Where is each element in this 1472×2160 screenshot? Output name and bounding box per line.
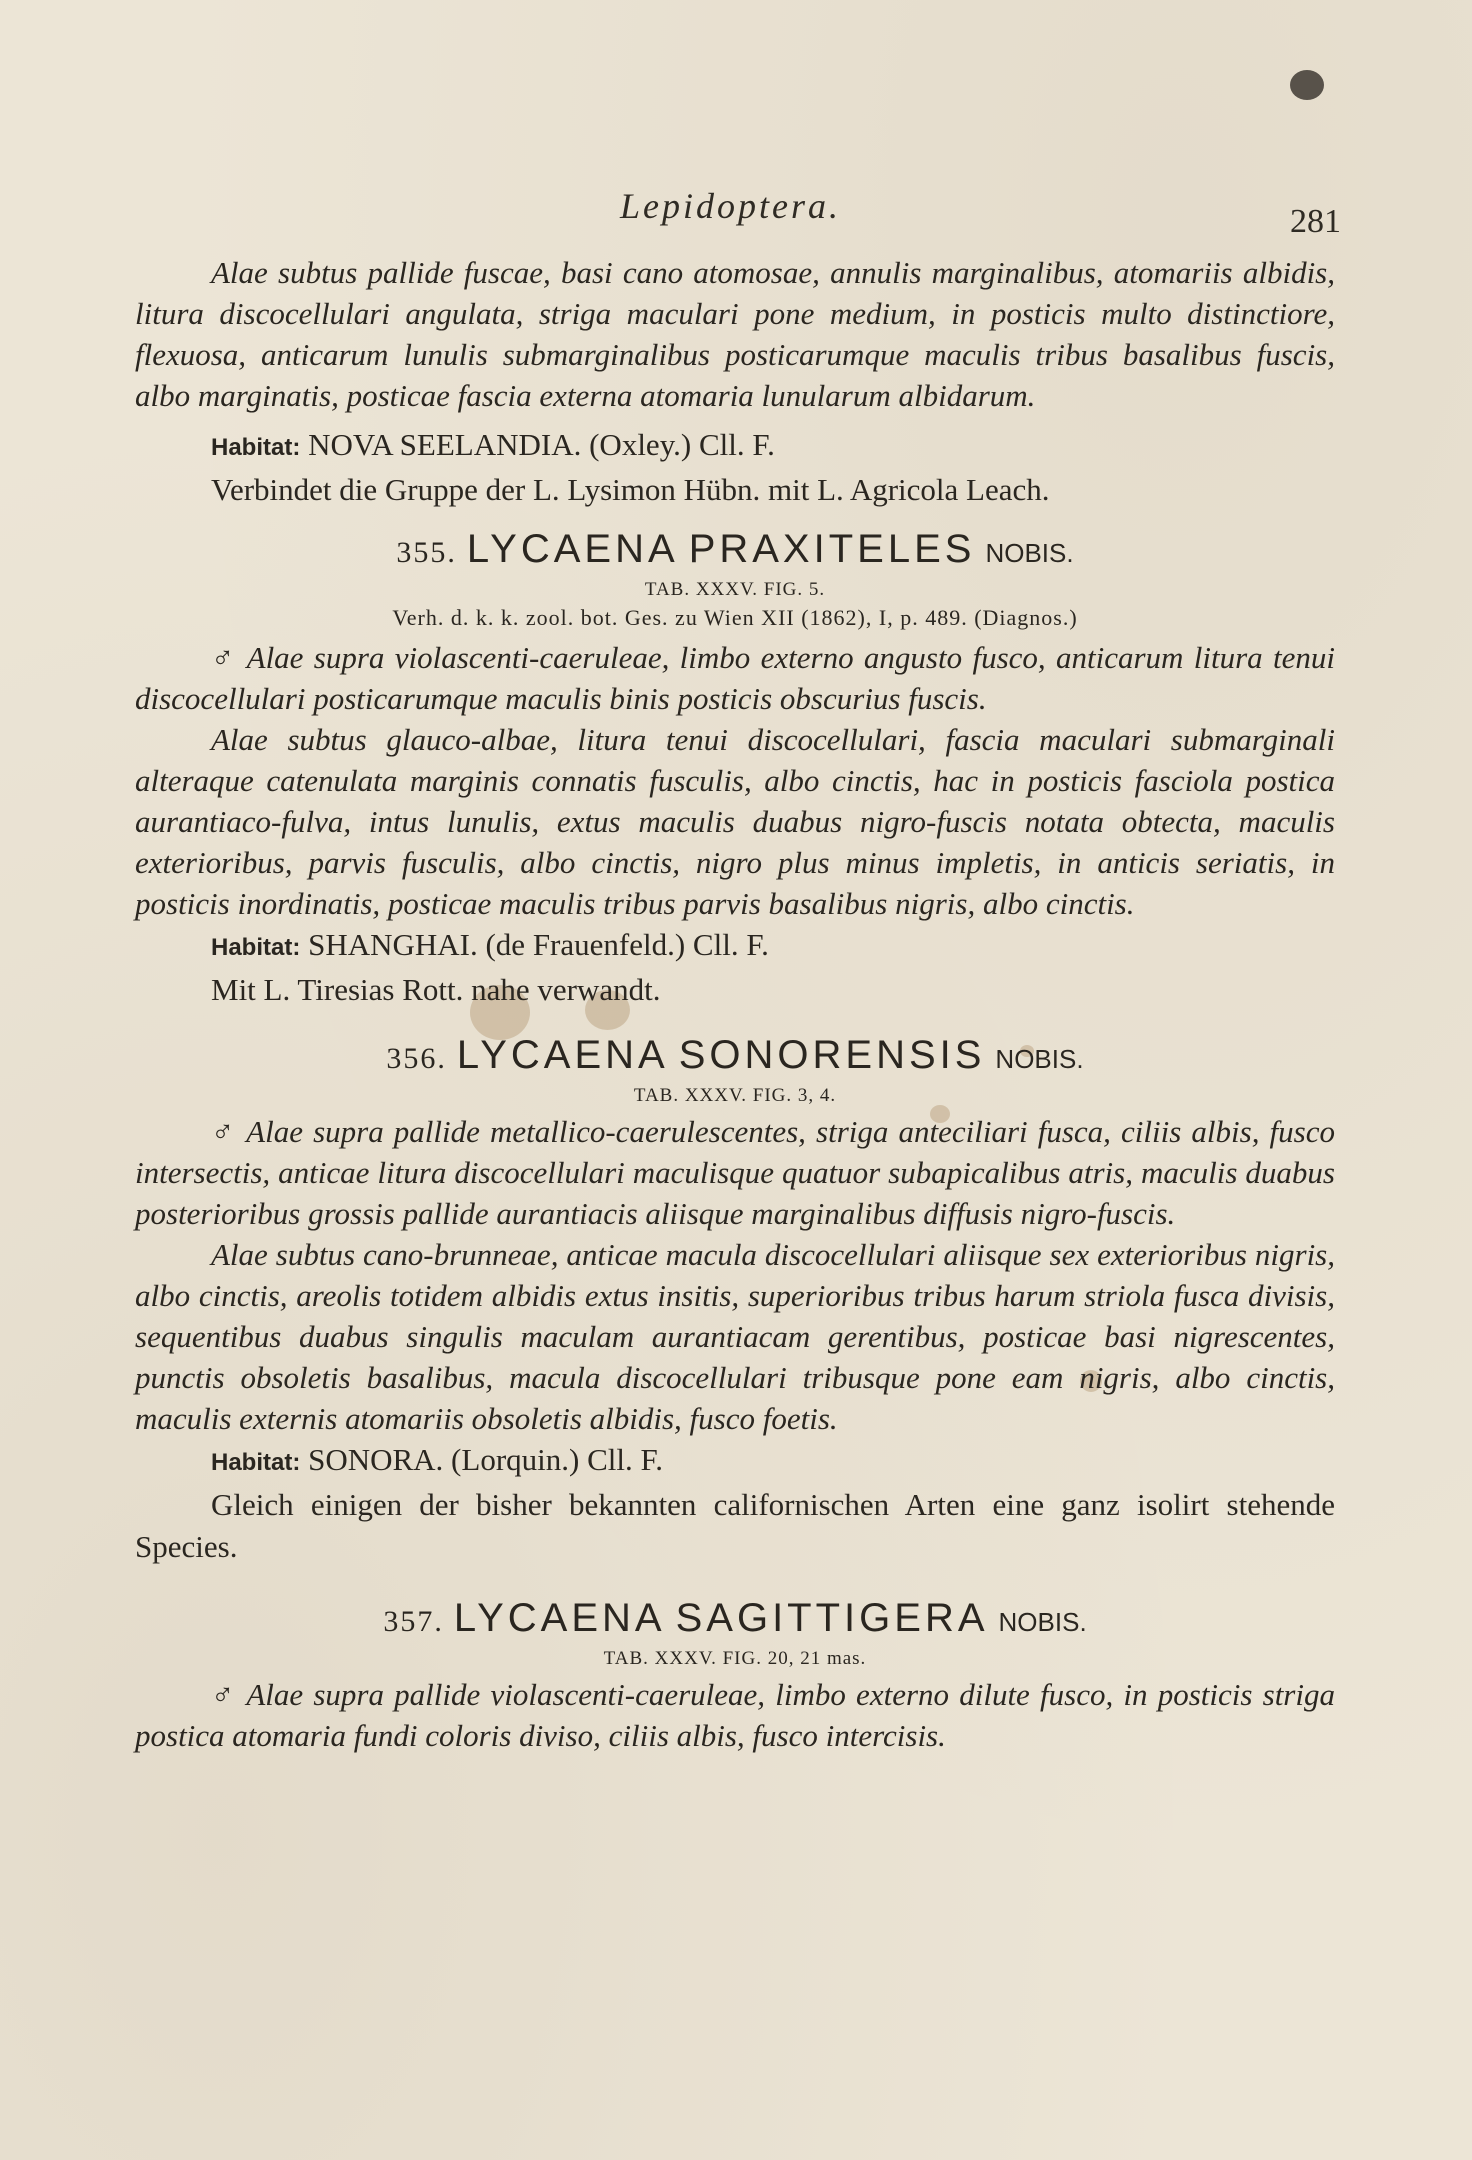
intro-note: Verbindet die Gruppe der L. Lysimon Hübn. mit L. Agricola Leach. (211, 472, 1050, 507)
running-head: Lepidoptera. (620, 186, 841, 226)
species-heading-355 (135, 525, 1335, 577)
upperside-description: ♂ Alae supra pallide violascenti-caeruleae, limbo externo dilute fusco, in posticis striga postica atomaria fundi coloris diviso, ciliis albis, fusco intercisis. (135, 1677, 1335, 1753)
underside-description: Alae subtus cano-brunneae, anticae macula discocellulari aliisque sex exterioribus nigris, albo cinctis, areolis totidem albidis extus insitis, superioribus tribus harum striola fusca divisis, sequentibus duabus singulis maculam aurantiacam gerentibus, posticae basi nigrescentes, punctis obsoletis basalibus, macula discocellulari tribusque pone eam nigris, albo cinctis, maculis externis atomariis obsoletis albidis, fusco foetis. (135, 1237, 1335, 1436)
habitat-text: SONORA. (Lorquin.) Cll. F. (308, 1442, 663, 1477)
author-name: NOBIS. (985, 538, 1074, 568)
species-number: 357. (383, 1605, 444, 1638)
plate-reference: TAB. XXXV. FIG. 5. (644, 579, 826, 600)
habitat-label: Habitat: (211, 434, 301, 461)
remark: Mit L. Tiresias Rott. nahe verwandt. (211, 972, 661, 1007)
ink-blot (1290, 70, 1324, 100)
underside-description: Alae subtus glauco-albae, litura tenui discocellulari, fascia maculari submarginali alteraque catenulata marginis connatis fusculis, albo cinctis, hac in posticis fasciola postica aurantiaco-fulva, intus lunulis, extus maculis duabus nigro-fuscis notata obtecta, maculis exterioribus, parvis fusculis, albo cinctis, nigro plus minus impletis, in anticis seriatis, in posticis inordinatis, posticae maculis tribus parvis basalibus nigris, albo cinctis. (135, 722, 1335, 921)
page-body (135, 180, 1335, 1756)
species-name: SONORENSIS (678, 1033, 986, 1077)
habitat-label: Habitat: (211, 1449, 301, 1476)
author-name: NOBIS. (998, 1607, 1087, 1637)
species-name: SAGITTIGERA (675, 1596, 989, 1640)
author-name: NOBIS. (995, 1044, 1084, 1074)
species-number: 355. (396, 536, 457, 569)
habitat-line (135, 924, 1335, 969)
species-heading-356 (135, 1031, 1335, 1083)
genus-name: LYCAENA (466, 527, 679, 571)
citation: Verh. d. k. k. zool. bot. Ges. zu Wien XII (1862), I, p. 489. (Diagnos.) (392, 605, 1078, 630)
intro-description: Alae subtus pallide fuscae, basi cano atomosae, annulis marginalibus, atomariis albidis, litura discocellulari angulata, striga maculari pone medium, in posticis multo distinctiore, flexuosa, anticarum lunulis submarginalibus posticarumque maculis tribus basalibus fuscis, albo marginatis, posticae fascia externa atomaria lunularum albidarum. (135, 255, 1335, 413)
intro-habitat (135, 424, 1335, 469)
habitat-line (135, 1439, 1335, 1484)
plate-reference: TAB. XXXV. FIG. 3, 4. (633, 1085, 837, 1106)
plate-reference: TAB. XXXV. FIG. 20, 21 mas. (603, 1648, 867, 1669)
genus-name: LYCAENA (456, 1033, 669, 1077)
habitat-label: Habitat: (211, 934, 301, 961)
species-heading-357 (135, 1594, 1335, 1646)
remark: Gleich einigen der bisher bekannten californischen Arten eine ganz isolirt stehende Species. (135, 1487, 1335, 1564)
page-number: 281 (1290, 203, 1341, 240)
species-name: PRAXITELES (688, 527, 976, 571)
genus-name: LYCAENA (453, 1596, 666, 1640)
habitat-text: SHANGHAI. (de Frauenfeld.) Cll. F. (308, 927, 769, 962)
habitat-text: NOVA SEELANDIA. (Oxley.) Cll. F. (308, 427, 775, 462)
upperside-description: ♂ Alae supra violascenti-caeruleae, limbo externo angusto fusco, anticarum litura tenui discocellulari posticarumque maculis binis posticis obscurius fuscis. (135, 640, 1335, 716)
species-number: 356. (386, 1042, 447, 1075)
upperside-description: ♂ Alae supra pallide metallico-caerulescentes, striga anteciliari fusca, ciliis albis, fusco intersectis, anticae litura discocellulari maculisque quatuor subapicalibus atris, maculis duabus posterioribus grossis pallide aurantiacis aliisque marginalibus diffusis nigro-fuscis. (135, 1114, 1335, 1231)
